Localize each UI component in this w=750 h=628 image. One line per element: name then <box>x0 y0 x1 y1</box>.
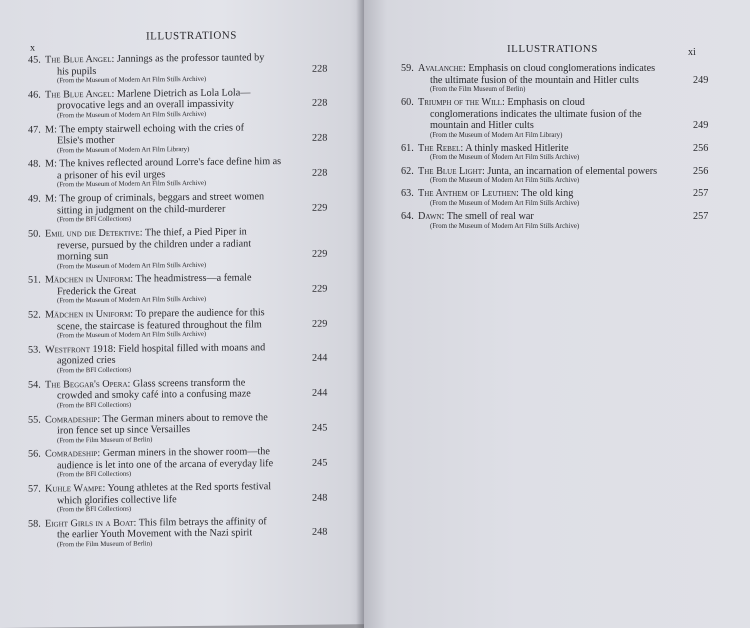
entry-page-number: 229 <box>312 318 328 330</box>
entry-caption-line: reverse, pursued by the children under a radiant <box>57 237 252 251</box>
entry-caption-line: the earlier Youth Movement with the Nazi spirit <box>57 527 253 541</box>
entry-page-number: 249 <box>693 120 709 132</box>
entry-number: 47. <box>28 124 41 136</box>
entry-credit: (From the Museum of Modern Art Film Library) <box>430 131 563 139</box>
entry-caption-line: Dawn: The smell of real war <box>418 211 534 222</box>
entry-number: 54. <box>28 379 41 391</box>
entry-caption-line: The Blue Light: Junta, an incarnation of elemental powers <box>418 165 658 177</box>
entry-credit: (From the Film Museum of Berlin) <box>430 86 526 93</box>
entry-page-number: 248 <box>312 492 328 504</box>
entry-caption-line: Comradeship: The German miners about to remove the <box>45 411 268 426</box>
entry-page-number: 244 <box>312 352 328 365</box>
entry-page-number: 256 <box>693 142 709 154</box>
entry-page-number: 228 <box>312 167 328 179</box>
entry-number: 48. <box>28 158 41 171</box>
list-item <box>28 306 350 340</box>
list-item <box>28 156 350 189</box>
entry-page-number: 229 <box>312 283 328 295</box>
entry-caption-line: mountain and Hitler cults <box>430 120 534 132</box>
entry-number: 61. <box>401 142 414 154</box>
entry-caption-line: M: The group of criminals, beggars and street women <box>45 191 265 205</box>
entry-caption-line: The Blue Angel: Jannings as the professor taunted by <box>45 52 265 66</box>
list-item <box>28 191 350 224</box>
entry-credit: (From the BFI Collections) <box>57 470 132 479</box>
entry-caption-line: The Beggar's Opera: Glass screens transform the <box>45 377 246 391</box>
entry-number: 62. <box>401 165 414 177</box>
entry-caption-line: The Anthem of Leuthen: The old king <box>418 188 574 200</box>
entry-caption-line: a prisoner of his evil urges <box>57 169 166 182</box>
left-page-header: ILLUSTRATIONS <box>146 29 237 43</box>
entry-caption-line: iron fence set up since Versailles <box>57 424 191 437</box>
entry-page-number: 228 <box>312 63 328 75</box>
entry-caption-line: audience is let into one of the arcana of everyday life <box>57 457 274 472</box>
entry-page-number: 229 <box>312 202 328 214</box>
entry-caption-line: the ultimate fusion of the mountain and Hitler cults <box>430 74 639 86</box>
entry-caption-line: Westfront 1918: Field hospital filled with moans and <box>45 342 266 356</box>
entry-number: 60. <box>401 97 414 109</box>
entry-page-number: 256 <box>693 165 709 177</box>
entry-credit: (From the Museum of Modern Art Film Stills Archive) <box>57 261 207 270</box>
entry-page-number: 248 <box>312 526 328 539</box>
entry-credit: (From the Museum of Modern Art Film Stills Archive) <box>57 180 207 189</box>
entry-caption-line: his pupils <box>57 65 97 77</box>
entry-credit: (From the BFI Collections) <box>57 505 132 514</box>
entry-credit: (From the Film Museum of Berlin) <box>57 540 153 549</box>
entry-caption-line: Frederick the Great <box>57 285 137 298</box>
list-item <box>28 51 350 85</box>
entry-page-number: 257 <box>693 188 709 200</box>
left-page-folio: x <box>30 42 35 54</box>
entry-caption-line: Emil und die Detektive: The thief, a Pied Piper in <box>45 226 247 240</box>
list-item <box>28 515 350 549</box>
entry-caption-line: scene, the staircase is featured throughout the film <box>57 318 262 332</box>
entry-caption-line: M: The empty stairwell echoing with the cries of <box>45 122 244 136</box>
entry-caption-line: agonized cries <box>57 355 116 367</box>
entry-page-number: 229 <box>312 248 328 260</box>
entry-caption-line: conglomerations indicates the ultimate fusion of the <box>430 108 642 120</box>
list-item <box>28 446 350 479</box>
list-item <box>28 376 350 410</box>
entry-caption-line: Kuhle Wampe: Young athletes at the Red sports festival <box>45 481 272 495</box>
entry-caption-line: The Blue Angel: Marlene Dietrich as Lola Lola— <box>45 87 251 101</box>
entry-credit: (From the Museum of Modern Art Film Stills Archive) <box>430 199 580 207</box>
entry-number: 56. <box>28 448 41 461</box>
entry-number: 55. <box>28 414 41 426</box>
entry-page-number: 244 <box>312 387 328 399</box>
list-item <box>28 480 350 514</box>
entry-caption-line: Elsie's mother <box>57 134 115 147</box>
entry-page-number: 249 <box>693 74 709 86</box>
list-item <box>28 341 350 375</box>
entry-page-number: 228 <box>312 97 328 110</box>
entry-credit: (From the Museum of Modern Art Film Library) <box>57 145 190 154</box>
entry-caption-line: Mädchen in Uniform: To prepare the audience for this <box>45 307 265 321</box>
entry-number: 59. <box>401 63 414 74</box>
entry-credit: (From the BFI Collections) <box>57 215 132 224</box>
entry-number: 52. <box>28 309 41 321</box>
list-item <box>28 225 350 270</box>
entry-caption-line: which glorifies collective life <box>57 493 177 506</box>
entry-credit: (From the Museum of Modern Art Film Stills Archive) <box>57 110 207 120</box>
entry-credit: (From the Film Museum of Berlin) <box>57 435 153 444</box>
list-item <box>28 411 350 444</box>
entry-credit: (From the Museum of Modern Art Film Stills Archive) <box>430 154 580 162</box>
list-item <box>28 272 350 305</box>
entry-caption-line: The Rebel: A thinly masked Hitlerite <box>418 142 569 154</box>
entry-credit: (From the BFI Collections) <box>57 366 132 375</box>
entry-page-number: 228 <box>312 132 328 144</box>
entry-caption-line: provocative legs and an overall impassivity <box>57 98 234 112</box>
entry-caption-line: Mädchen in Uniform: The headmistress—a female <box>45 272 252 286</box>
right-page-folio: xi <box>688 47 696 58</box>
entry-number: 58. <box>28 518 41 530</box>
entry-credit: (From the Museum of Modern Art Film Stills Archive) <box>57 296 207 305</box>
entry-caption-line: Eight Girls in a Boat: This film betrays the affinity of <box>45 516 267 530</box>
entry-page-number: 245 <box>312 422 328 434</box>
entry-credit: (From the Museum of Modern Art Film Stills Archive) <box>57 330 207 340</box>
entry-number: 51. <box>28 274 41 287</box>
entry-caption-line: morning sun <box>57 250 109 263</box>
entry-credit: (From the BFI Collections) <box>57 401 132 410</box>
entry-credit: (From the Museum of Modern Art Film Stills Archive) <box>430 222 580 230</box>
right-page-header: ILLUSTRATIONS <box>507 43 598 55</box>
list-item <box>28 86 350 120</box>
entry-number: 64. <box>401 211 414 222</box>
entry-number: 45. <box>28 54 41 66</box>
entry-caption-line: crowded and smoky café into a confusing maze <box>57 388 251 402</box>
entry-caption-line: Avalanche: Emphasis on cloud conglomerations indicates <box>418 63 656 74</box>
entry-number: 46. <box>28 89 41 101</box>
right-page <box>364 0 750 628</box>
entry-caption-line: Comradeship: German miners in the shower room—the <box>45 446 270 460</box>
entry-number: 53. <box>28 344 41 356</box>
entry-caption-line: Triumph of the Will: Emphasis on cloud <box>418 97 585 109</box>
entry-page-number: 257 <box>693 211 709 222</box>
entry-caption-line: M: The knives reflected around Lorre's face define him as <box>45 156 282 170</box>
entry-number: 49. <box>28 193 41 205</box>
entry-caption-line: sitting in judgment on the child-murderer <box>57 203 226 217</box>
entry-number: 50. <box>28 228 41 240</box>
left-page <box>0 0 368 628</box>
entry-number: 63. <box>401 188 414 200</box>
entry-page-number: 245 <box>312 457 328 469</box>
entry-credit: (From the Museum of Modern Art Film Stills Archive) <box>57 75 207 85</box>
entry-number: 57. <box>28 483 41 495</box>
list-item <box>28 121 350 154</box>
entry-credit: (From the Museum of Modern Art Film Stills Archive) <box>430 177 580 185</box>
